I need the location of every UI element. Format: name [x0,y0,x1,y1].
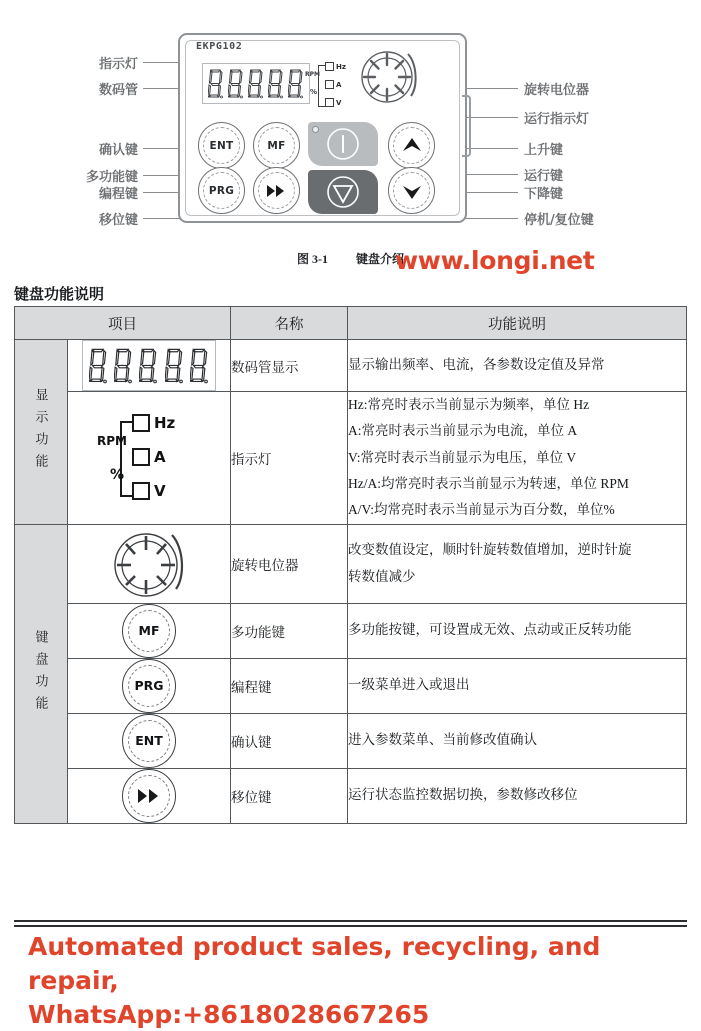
table-row [15,713,687,768]
led-v-label: V [336,99,341,107]
keypad-figure [0,0,701,236]
row-description [348,524,687,603]
row-icon-potentiometer [68,524,231,603]
row-description [348,603,687,658]
run-icon [326,127,360,161]
row-icon-mf-key [68,603,231,658]
header-function: 功能说明 [348,307,687,340]
header-name: 名称 [231,307,348,340]
table-row [15,524,687,603]
watermark: www.longi.net [395,246,595,275]
led-v [132,482,166,500]
chevron-up-icon [402,137,422,155]
footer-divider [14,920,687,922]
rpm-bracket-label: RPM [305,71,320,78]
keypad-button-shift[interactable] [253,167,298,212]
section-title: 键盘功能说明 [14,283,104,304]
figure-label-up-key: 上升键 [524,139,563,158]
percent-bracket-label: % [310,88,317,96]
row-name: 多功能键 [231,603,348,658]
led-box-icon [325,62,334,71]
rotary-potentiometer-icon [110,525,188,603]
led-a [132,448,166,466]
row-description [348,768,687,823]
keypad-function-table [14,306,687,824]
row-name: 移位键 [231,768,348,823]
prg-key-label: PRG [134,678,163,693]
header-item: 项目 [15,307,231,340]
figure-label-shift-key: 移位键 [43,209,138,228]
keypad-button-up[interactable] [388,122,433,167]
desc-line: 进入参数菜单、当前修改值确认 [348,727,686,753]
row-name: 编程键 [231,658,348,713]
table-row [15,768,687,823]
keypad-button-prg[interactable] [198,167,243,212]
ent-key-label: ENT [135,733,163,748]
desc-line: Hz/A:均常亮时表示当前显示为转速，单位 RPM [348,471,686,497]
row-name: 旋转电位器 [231,524,348,603]
mf-key-label: MF [139,623,160,638]
figure-label-rotary-potentiometer: 旋转电位器 [524,79,589,98]
table-row [15,603,687,658]
group-label-display-text: 显示功能 [35,388,48,476]
led-hz-label: Hz [154,414,175,432]
figure-label-run-indicator: 运行指示灯 [524,108,589,127]
led-a-label: A [154,448,166,466]
led-hz [132,414,175,432]
desc-line: 多功能按键，可设置成无效、点动或正反转功能 [348,617,686,643]
model-number-label: EKPG102 [196,41,242,52]
led-box-icon [132,414,150,432]
led-a-label: A [336,81,341,89]
table-header-row [15,307,687,340]
mf-key-label: MF [267,140,285,152]
desc-line: Hz:常亮时表示当前显示为频率，单位 Hz [348,392,686,418]
unit-indicator-group [312,60,350,108]
figure-label-multifunction-key: 多功能键 [23,166,138,185]
desc-line: 显示输出频率、电流，各参数设定值及异常 [348,352,686,378]
group-label-keyboard [15,524,68,823]
keypad-panel-side-tab [462,95,471,157]
led-box-icon [325,98,334,107]
row-description [348,713,687,768]
row-icon-unit-leds [68,392,231,525]
seven-segment-digit [268,69,284,99]
figure-label-enter-key: 确认键 [43,139,138,158]
desc-line: 改变数值设定，顺时针旋转数值增加，逆时针旋 [348,537,686,563]
figure-label-digital-display: 数码管 [43,79,138,98]
caption-text: 键盘介绍 [356,252,404,266]
seven-segment-digit [190,347,209,385]
row-description [348,340,687,392]
footer-contact [28,930,678,1031]
led-hz [325,62,346,71]
row-description [348,658,687,713]
footer-line-1: Automated product sales, recycling, and repair, [28,930,678,998]
row-icon-shift-key [68,768,231,823]
desc-line: V:常亮时表示当前显示为电压，单位 V [348,445,686,471]
group-label-keyboard-text: 键盘功能 [35,630,48,718]
seven-segment-digit [139,347,158,385]
desc-line: 运行状态监控数据切换，参数修改移位 [348,782,686,808]
keypad-button-ent[interactable] [198,122,243,167]
led-box-icon [325,80,334,89]
led-v [325,98,341,107]
double-chevron-right-icon [136,788,162,804]
run-indicator-led [312,126,319,133]
prg-key-label: PRG [209,185,234,197]
caption-number: 3-1 [312,252,328,266]
figure-label-indicator-light: 指示灯 [43,53,138,72]
seven-segment-digit [208,69,224,99]
row-name: 确认键 [231,713,348,768]
rpm-bracket-label: RPM [97,434,127,448]
figure-label-program-key: 编程键 [43,183,138,202]
keypad-button-mf[interactable] [253,122,298,167]
desc-line: A:常亮时表示当前显示为电流，单位 A [348,418,686,444]
row-icon-seven-segment [68,340,231,392]
group-label-display [15,340,68,525]
led-hz-label: Hz [336,63,346,71]
rotary-potentiometer-icon[interactable] [358,46,420,108]
table-row [15,340,687,392]
led-v-label: V [154,482,166,500]
seven-segment-digit [248,69,264,99]
led-box-icon [132,482,150,500]
chevron-down-icon [402,182,422,200]
row-icon-ent-key [68,713,231,768]
seven-segment-digit [89,347,108,385]
keypad-button-down[interactable] [388,167,433,212]
table-row [15,658,687,713]
seven-segment-display [202,63,310,104]
stop-reset-button[interactable] [308,170,378,214]
desc-line: 转数值减少 [348,564,686,590]
figure-label-stop-reset-key: 停机/复位键 [524,209,594,228]
double-chevron-right-icon [266,184,288,198]
row-name: 数码管显示 [231,340,348,392]
desc-line: A/V:均常亮时表示当前显示为百分数，单位% [348,497,686,523]
run-button[interactable] [308,122,378,166]
caption-prefix: 图 [297,252,309,266]
desc-line: 一级菜单进入或退出 [348,672,686,698]
ent-key-label: ENT [209,140,233,152]
figure-caption [0,250,701,267]
led-box-icon [132,448,150,466]
seven-segment-digit [228,69,244,99]
seven-segment-digit [165,347,184,385]
table-row [15,392,687,525]
row-icon-prg-key [68,658,231,713]
figure-label-down-key: 下降键 [524,183,563,202]
stop-icon [326,175,360,209]
percent-bracket-label: % [110,467,124,483]
seven-segment-digit [288,69,304,99]
row-name: 指示灯 [231,392,348,525]
footer-line-2: WhatsApp:+8618028667265 [28,998,678,1031]
led-a [325,80,341,89]
footer-divider [14,925,687,927]
figure-label-run-key: 运行键 [524,165,563,184]
seven-segment-digit [114,347,133,385]
row-description [348,392,687,525]
